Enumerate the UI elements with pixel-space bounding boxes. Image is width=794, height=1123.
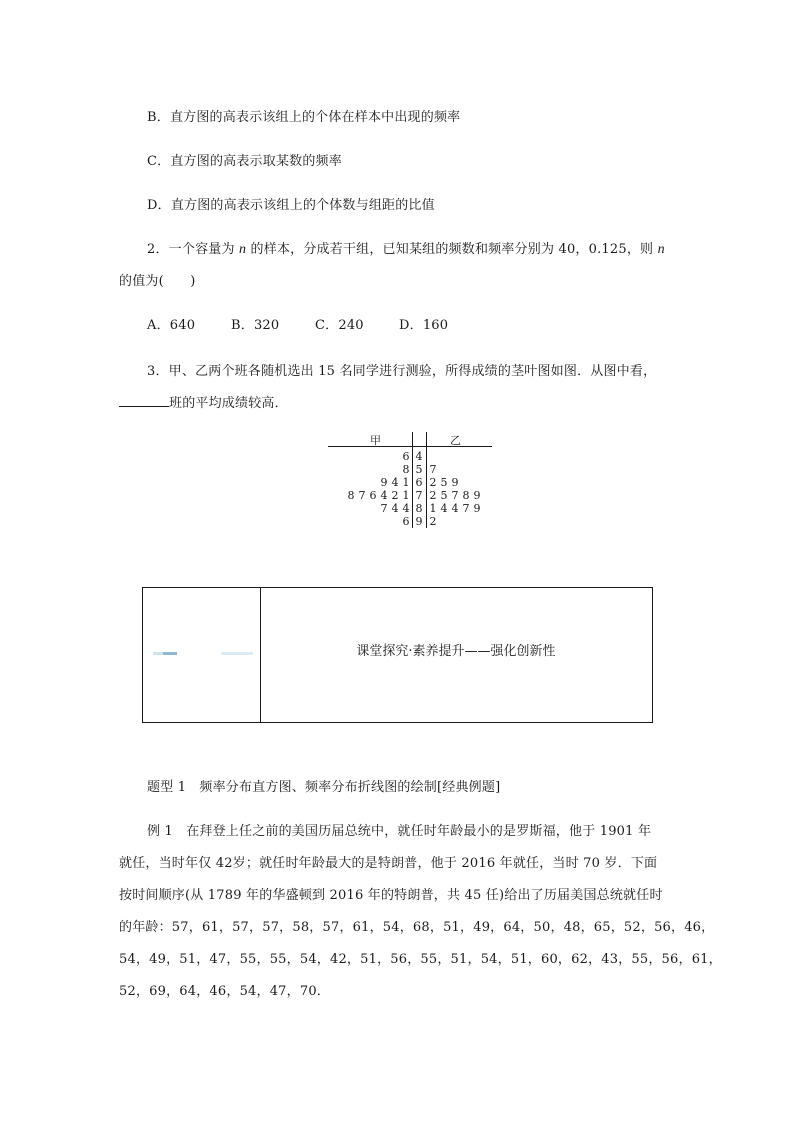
example-line-1: 例 1 在拜登上任之前的美国历届总统中，就任时年龄最小的是罗斯福，他于 1901 年 xyxy=(147,824,652,839)
stem-leaf-header-rule xyxy=(328,446,492,447)
example-line-5: 54，49，51，47，55，55，54，42，51，56，55，51，54，51，60，62，43，55，56，61， xyxy=(119,952,722,967)
stem-leaf-left-leaf: 8 xyxy=(347,489,355,502)
stem-leaf-plot xyxy=(328,432,492,528)
topic-title: 题型 1 频率分布直方图、频率分布折线图的绘制[经典例题] xyxy=(147,780,501,795)
option-b: B．直方图的高表示该组上的个体在样本中出现的频率 xyxy=(147,110,461,125)
stem-leaf-left-leaf: 1 xyxy=(402,489,410,502)
stem-leaf-right-leaf: 9 xyxy=(473,502,481,515)
stem-leaf-stem: 4 xyxy=(415,450,423,463)
stem-leaf-right-leaf: 5 xyxy=(440,476,448,489)
stem-leaf-right-leaf: 7 xyxy=(462,502,470,515)
q2-var-n2: n xyxy=(657,242,665,257)
q3-line2-text: 班的平均成绩较高． xyxy=(169,396,288,411)
example-line-4: 的年龄：57，61，57，57，58，57，61，54，68，51，49，64，50，48，65，52，56，46， xyxy=(119,920,715,935)
stem-leaf-right-divider xyxy=(426,432,427,528)
question-3-line2 xyxy=(119,392,288,411)
stem-leaf-stem: 8 xyxy=(415,502,423,515)
q2-part2: 的样本，分成若干组，已知某组的频数和频率分别为 40，0.125，则 xyxy=(246,242,658,257)
q2-option-a: A．640 xyxy=(147,318,196,333)
stem-leaf-right-leaf: 5 xyxy=(440,489,448,502)
stem-leaf-left-label: 甲 xyxy=(370,434,381,447)
question-3-line1: 3．甲、乙两个班各随机选出 15 名同学进行测验，所得成绩的茎叶图如图．从图中看， xyxy=(147,364,657,379)
stem-leaf-left-leaf: 4 xyxy=(402,502,410,515)
q2-part1: 2．一个容量为 xyxy=(147,242,240,257)
example-line-6: 52，69，64，46，54，47，70． xyxy=(119,984,330,999)
stem-leaf-left-leaf: 4 xyxy=(391,502,399,515)
stem-leaf-right-leaf: 4 xyxy=(451,502,459,515)
stem-leaf-right-leaf: 2 xyxy=(429,515,437,528)
stem-leaf-left-leaf: 8 xyxy=(402,463,410,476)
stem-leaf-right-leaf: 8 xyxy=(462,489,470,502)
section-banner xyxy=(142,587,653,723)
example-line-3: 按时间顺序(从 1789 年的华盛顿到 2016 年的特朗普，共 45 任)给出了历届美国总统就任时 xyxy=(119,888,663,903)
stem-leaf-right-leaf: 1 xyxy=(429,502,437,515)
option-c: C．直方图的高表示取某数的频率 xyxy=(147,154,342,169)
q2-option-c: C．240 xyxy=(315,318,364,333)
stem-leaf-stem: 5 xyxy=(415,463,423,476)
stem-leaf-right-label: 乙 xyxy=(450,434,461,447)
stem-leaf-right-leaf: 7 xyxy=(429,463,437,476)
option-d: D．直方图的高表示该组上的个体数与组距的比值 xyxy=(147,198,435,213)
stem-leaf-left-leaf: 4 xyxy=(380,489,388,502)
stem-leaf-left-leaf: 2 xyxy=(391,489,399,502)
stem-leaf-left-leaf: 7 xyxy=(358,489,366,502)
stem-leaf-left-leaf: 9 xyxy=(380,476,388,489)
stem-leaf-stem: 7 xyxy=(415,489,423,502)
answer-blank[interactable] xyxy=(119,394,169,407)
stem-leaf-left-leaf: 6 xyxy=(402,515,410,528)
q2-var-n: n xyxy=(239,242,247,257)
stem-leaf-right-leaf: 7 xyxy=(451,489,459,502)
stem-leaf-left-divider xyxy=(412,432,413,528)
stem-leaf-right-leaf: 9 xyxy=(473,489,481,502)
stem-leaf-left-leaf: 1 xyxy=(402,476,410,489)
section-title: 课堂探究·素养提升——强化创新性 xyxy=(356,644,556,659)
stem-leaf-left-leaf: 6 xyxy=(402,450,410,463)
stem-leaf-right-leaf: 9 xyxy=(451,476,459,489)
stem-leaf-left-leaf: 4 xyxy=(391,476,399,489)
stem-leaf-right-leaf: 2 xyxy=(429,476,437,489)
banner-decoration xyxy=(163,652,177,655)
stem-leaf-right-leaf: 2 xyxy=(429,489,437,502)
stem-leaf-stem: 9 xyxy=(415,515,423,528)
question-2-line1 xyxy=(147,238,665,258)
stem-leaf-left-leaf: 7 xyxy=(380,502,388,515)
question-2-line2: 的值为( ) xyxy=(119,274,196,289)
banner-decoration xyxy=(221,652,253,655)
stem-leaf-left-leaf: 6 xyxy=(369,489,377,502)
q2-option-b: B．320 xyxy=(231,318,280,333)
q2-option-d: D．160 xyxy=(399,318,449,333)
stem-leaf-right-leaf: 4 xyxy=(440,502,448,515)
stem-leaf-stem: 6 xyxy=(415,476,423,489)
example-line-2: 就任，当时年仅 42岁；就任时年龄最大的是特朗普，他于 2016 年就任，当时 70 岁．下面 xyxy=(119,856,658,871)
